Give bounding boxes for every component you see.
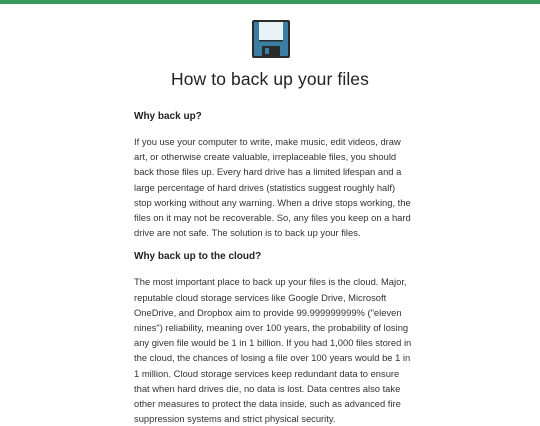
floppy-disk-icon [251, 19, 291, 59]
page-title: How to back up your files [170, 69, 369, 89]
section-paragraph-why-back-up: If you use your computer to write, make music, edit videos, draw art, or otherwise create valuable, irreplaceable files, you should back those files up. Every hard drive has a limited lifespan and a large percentage of hard drives (statistics suggest roughly half) stop working without any warning. When a drive stops working, the files on it may not be recoverable. So, any files you keep on a hard drive are not safe. The solution is to back up your files. [134, 136, 411, 239]
section-paragraph-why-cloud: The most important place to back up your files is the cloud. Major, reputable cloud storage services like Google Drive, Microsoft OneDrive, and Dropbox aim to provide 99.999999999% ("eleven nines") reliability, meaning over 100 years, the probability of losing any given file would be 1 in 1 billion. If you had 1,000 files stored in the cloud, the chances of losing a file over 100 years would be 1 in 1 million. Cloud storage services keep redundant data to ensure that when hard drives die, no data is lost. Data centres also take other measures to protect the data inside, such as advanced fire suppression systems and strict physical security. [134, 276, 412, 425]
top-accent-bar [0, 0, 540, 4]
section-heading-why-cloud: Why back up to the cloud? [134, 251, 262, 263]
section-heading-why-back-up: Why back up? [134, 111, 202, 122]
article-body [134, 110, 412, 426]
